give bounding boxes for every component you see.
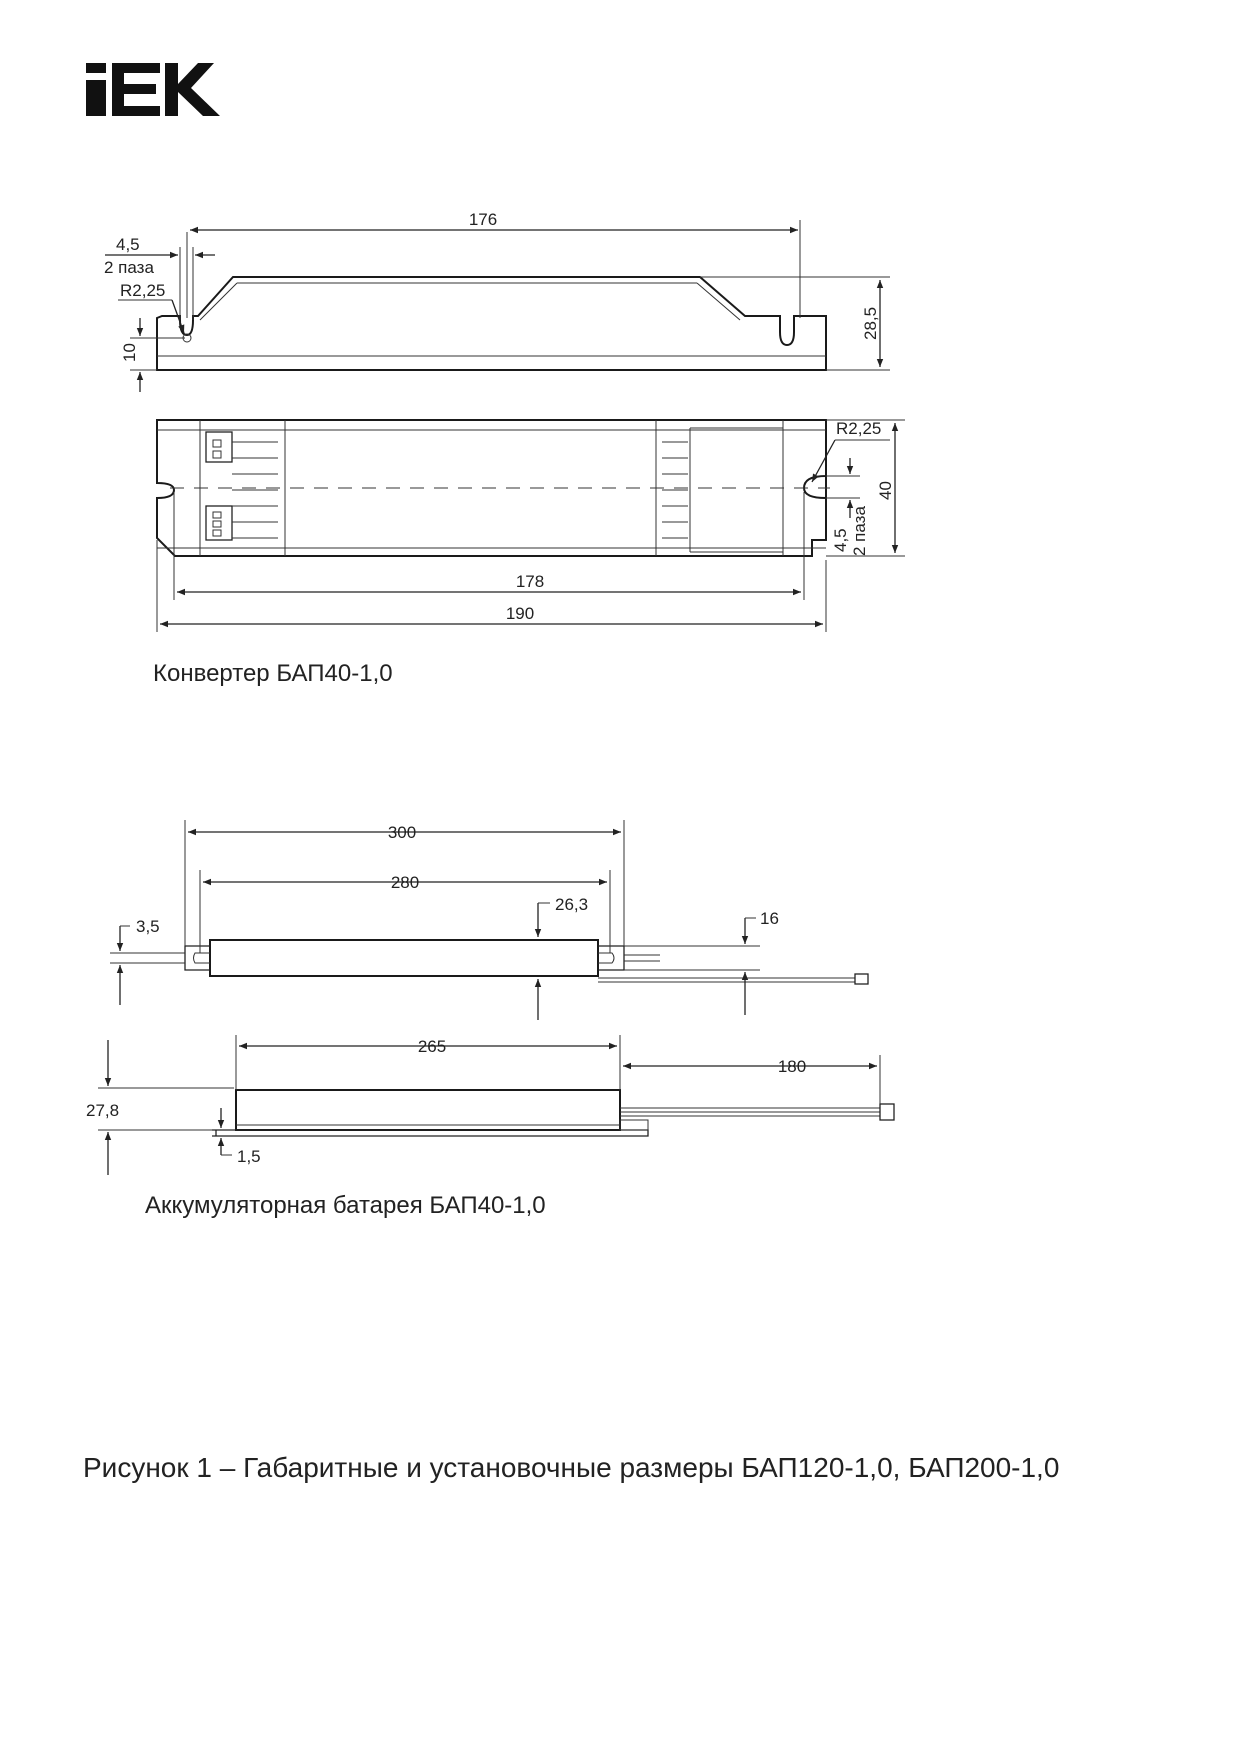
converter-caption: Конвертер БАП40-1,0	[153, 660, 393, 687]
dim-1-5-label: 1,5	[237, 1147, 261, 1166]
dim-178-190	[157, 492, 826, 632]
converter-side-view	[157, 277, 826, 370]
dim-3-5	[110, 917, 185, 1005]
dim-190-label: 190	[505, 604, 535, 623]
figure-caption: Рисунок 1 – Габаритные и установочные размеры БАП120-1,0, БАП200-1,0	[83, 1452, 1060, 1483]
dim-280-label: 280	[390, 873, 420, 892]
dim-10-label: 10	[120, 343, 139, 362]
dim-26-3-label: 26,3	[555, 895, 589, 914]
dim-16	[624, 909, 779, 1015]
battery-side-view	[212, 1090, 894, 1136]
converter-top-view	[157, 420, 830, 556]
dim-16-label: 16	[760, 909, 779, 928]
dim-28-5-label: 28,5	[861, 306, 880, 340]
dim-slot-top	[104, 235, 215, 333]
dim-176-label: 176	[468, 210, 498, 229]
dim-radius-top-label: R2,25	[120, 281, 166, 300]
dim-40-label: 40	[876, 481, 895, 500]
dim-300-280	[185, 820, 624, 953]
dim-3-5-label: 3,5	[136, 917, 160, 936]
dim-300-label: 300	[387, 823, 417, 842]
dim-slot-side-count-label: 2 паза	[850, 506, 869, 556]
dim-180-label: 180	[777, 1057, 807, 1076]
battery-top-view	[185, 940, 868, 984]
dim-slot-width-label: 4,5	[116, 235, 140, 254]
dim-slot-count-label: 2 паза	[104, 258, 154, 277]
dim-265-180	[236, 1035, 880, 1104]
dim-radius-side-label: R2,25	[836, 419, 882, 438]
dim-265-label: 265	[417, 1037, 447, 1056]
dim-178-label: 178	[515, 572, 545, 591]
dim-10	[120, 318, 185, 392]
dim-176	[187, 210, 800, 318]
dim-27-8-1-5	[86, 1040, 261, 1175]
dim-26-3	[538, 895, 588, 1020]
battery-caption: Аккумуляторная батарея БАП40-1,0	[145, 1192, 546, 1219]
iek-logo	[86, 63, 220, 116]
dim-slot-side-label: 4,5	[831, 528, 850, 552]
dim-27-8-label: 27,8	[86, 1101, 120, 1120]
